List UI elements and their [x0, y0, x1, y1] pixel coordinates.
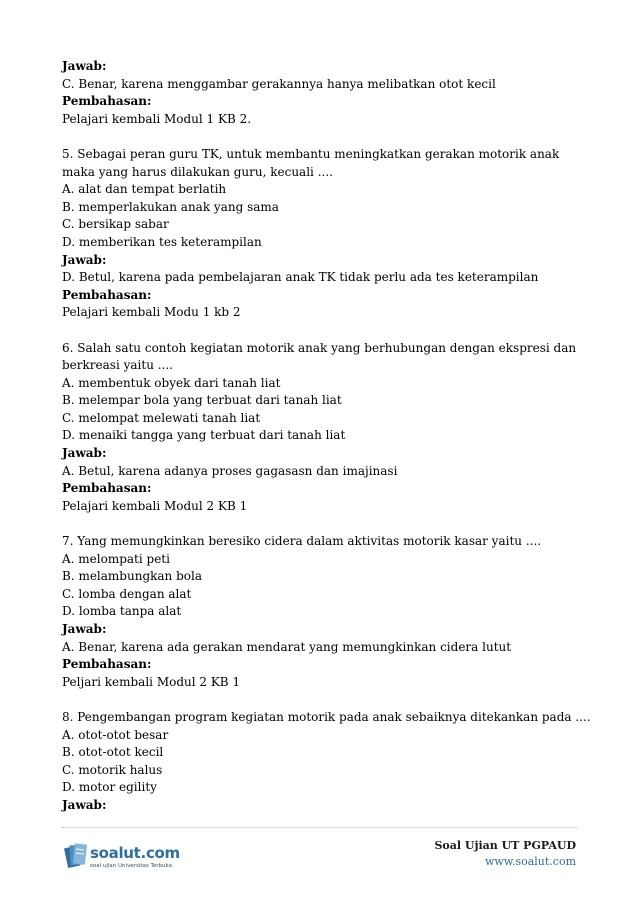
book-stack-icon: [64, 841, 88, 871]
discussion-heading: Pembahasan:: [62, 481, 152, 496]
option-d: D. menaiki tangga yang terbuat dari tanah liat: [62, 428, 346, 443]
question-6: 6. Salah satu contoh kegiatan motorik anak yang berhubungan dengan ekspresi dan berkreasi yaitu ....: [62, 340, 577, 373]
discussion-heading: Pembahasan:: [62, 94, 152, 109]
option-d: D. lomba tanpa alat: [62, 604, 182, 619]
answer-text: D. Betul, karena pada pembelajaran anak TK tidak perlu ada tes keterampilan: [62, 270, 539, 285]
option-a: A. membentuk obyek dari tanah liat: [62, 375, 281, 390]
spacer: [62, 691, 582, 709]
option-c: C. melompat melewati tanah liat: [62, 410, 261, 425]
option-a: A. alat dan tempat berlatih: [62, 182, 227, 197]
logo-name: soalut.com: [90, 844, 180, 862]
option-a: A. melompati peti: [62, 551, 170, 566]
answer-text: A. Benar, karena ada gerakan mendarat yang memungkinkan cidera lutut: [62, 639, 512, 654]
footer-info: [434, 838, 576, 870]
option-b: B. memperlakukan anak yang sama: [62, 199, 279, 214]
option-a: A. otot-otot besar: [62, 727, 169, 742]
footer-divider: [62, 827, 578, 828]
option-c: C. lomba dengan alat: [62, 586, 192, 601]
discussion-heading: Pembahasan:: [62, 287, 152, 302]
soalut-logo[interactable]: [64, 838, 194, 878]
option-c: C. motorik halus: [62, 762, 163, 777]
footer-title: Soal Ujian UT PGPAUD: [434, 839, 576, 852]
option-c: C. bersikap sabar: [62, 217, 169, 232]
answer-heading: Jawab:: [62, 446, 107, 461]
discussion-text: Pelajari kembali Modul 1 KB 2.: [62, 111, 252, 126]
document-body: [62, 58, 591, 815]
question-7: 7. Yang memungkinkan beresiko cidera dalam aktivitas motorik kasar yaitu ....: [62, 534, 542, 549]
spacer: [62, 322, 582, 340]
footer-url-link[interactable]: www.soalut.com: [485, 855, 576, 868]
spacer: [62, 128, 582, 146]
answer-text: A. Betul, karena adanya proses gagasasn dan imajinasi: [62, 463, 398, 478]
answer-heading: Jawab:: [62, 252, 107, 267]
option-b: B. otot-otot kecil: [62, 745, 164, 760]
option-d: D. memberikan tes keterampilan: [62, 234, 262, 249]
logo-tagline: soal ujian Universitas Terbuka: [90, 863, 173, 869]
option-b: B. melambungkan bola: [62, 569, 202, 584]
answer-heading: Jawab:: [62, 59, 107, 73]
discussion-heading: Pembahasan:: [62, 657, 152, 672]
answer-heading: Jawab:: [62, 622, 107, 636]
discussion-text: Pelajari kembali Modul 2 KB 1: [62, 498, 248, 513]
spacer: [62, 515, 582, 533]
answer-text: C. Benar, karena menggambar gerakannya hanya melibatkan otot kecil: [62, 76, 496, 91]
option-d: D. motor egility: [62, 780, 157, 795]
option-b: B. melempar bola yang terbuat dari tanah liat: [62, 393, 342, 408]
discussion-text: Peljari kembali Modul 2 KB 1: [62, 674, 241, 689]
answer-heading: Jawab:: [62, 797, 107, 812]
question-5: 5. Sebagai peran guru TK, untuk membantu meningkatkan gerakan motorik anak maka yang harus dilakukan guru, kecuali ....: [62, 146, 560, 179]
question-8: 8. Pengembangan program kegiatan motorik pada anak sebaiknya ditekankan pada ....: [62, 709, 591, 724]
discussion-text: Pelajari kembali Modu 1 kb 2: [62, 305, 241, 320]
